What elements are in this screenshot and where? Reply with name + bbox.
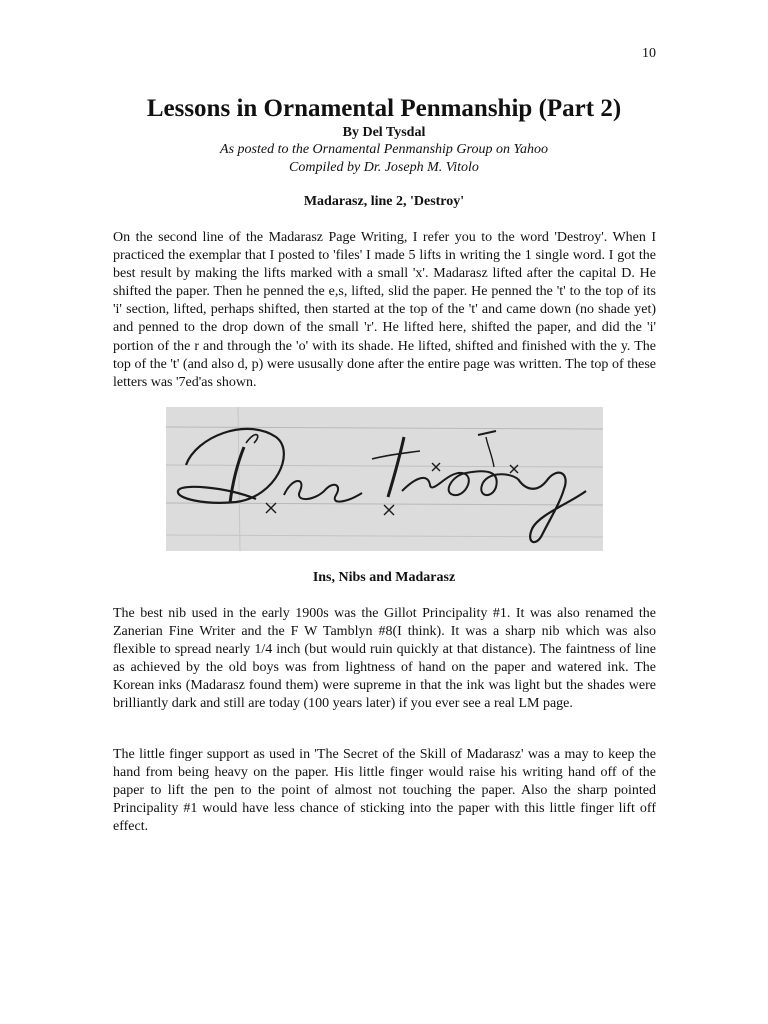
compiled-note: Compiled by Dr. Joseph M. Vitolo — [289, 160, 479, 175]
section-heading-nibs: Ins, Nibs and Madarasz — [312, 570, 456, 585]
handwritten-destroy-image — [166, 407, 603, 551]
document-title: Lessons in Ornamental Penmanship (Part 2) — [146, 95, 622, 122]
handwriting-figure — [166, 407, 603, 551]
paragraph-destroy: On the second line of the Madarasz Page Writing, I refer you to the word 'Destroy'. When I practiced the exemplar that I posted to 'files' I made 5 lifts in writing the 1 single word. I got the best result by making the lifts marked with a small 'x'. Madarasz lifted after the capital D. He shifted the paper. Then he penned the e,s, lifted, slid the paper. He penned the 't' to the top of its 'i' section, lifted, perhaps shifted, then started at the top of the 't' and came down (no shade yet) and penned to the drop down of the small 'r'. He lifted here, shifted the paper, and did the 'i' portion of the r and through the 'o' with its shade. He lifted, shifted and finished with the y. The top of the 't' (and also d, p) were ususally done after the entire page was written. The top of these letters was '7ed'as shown. — [113, 230, 656, 390]
posted-note: As posted to the Ornamental Penmanship Group on Yahoo — [220, 142, 548, 157]
section-heading-destroy: Madarasz, line 2, 'Destroy' — [303, 194, 465, 209]
page-number: 10 — [642, 46, 656, 61]
paragraph-little-finger: The little finger support as used in 'The Secret of the Skill of Madarasz' was a may to keep the hand from being heavy on the paper. His little finger would raise his writing hand off of the paper to lift the pen to the point of almost not touching the paper. Also the sharp pointed Principality #1 would have less chance of sticking into the paper with this little finger lift off effect. — [113, 747, 656, 835]
paragraph-nibs: The best nib used in the early 1900s was the Gillot Principality #1. It was also renamed the Zanerian Fine Writer and the F W Tamblyn #8(I think). It was a sharp nib which was also flexible to spread nearly 1/4 inch (but would ruin quickly at that distance). The faintness of line as achieved by the old boys was from lightness of hand on the paper and watered ink. The Korean inks (Madarasz found them) were supreme in that the ink was light but the shades were brilliantly dark and still are today (100 years later) if you ever see a real LM page. — [113, 606, 656, 712]
author-byline: By Del Tysdal — [342, 125, 426, 140]
